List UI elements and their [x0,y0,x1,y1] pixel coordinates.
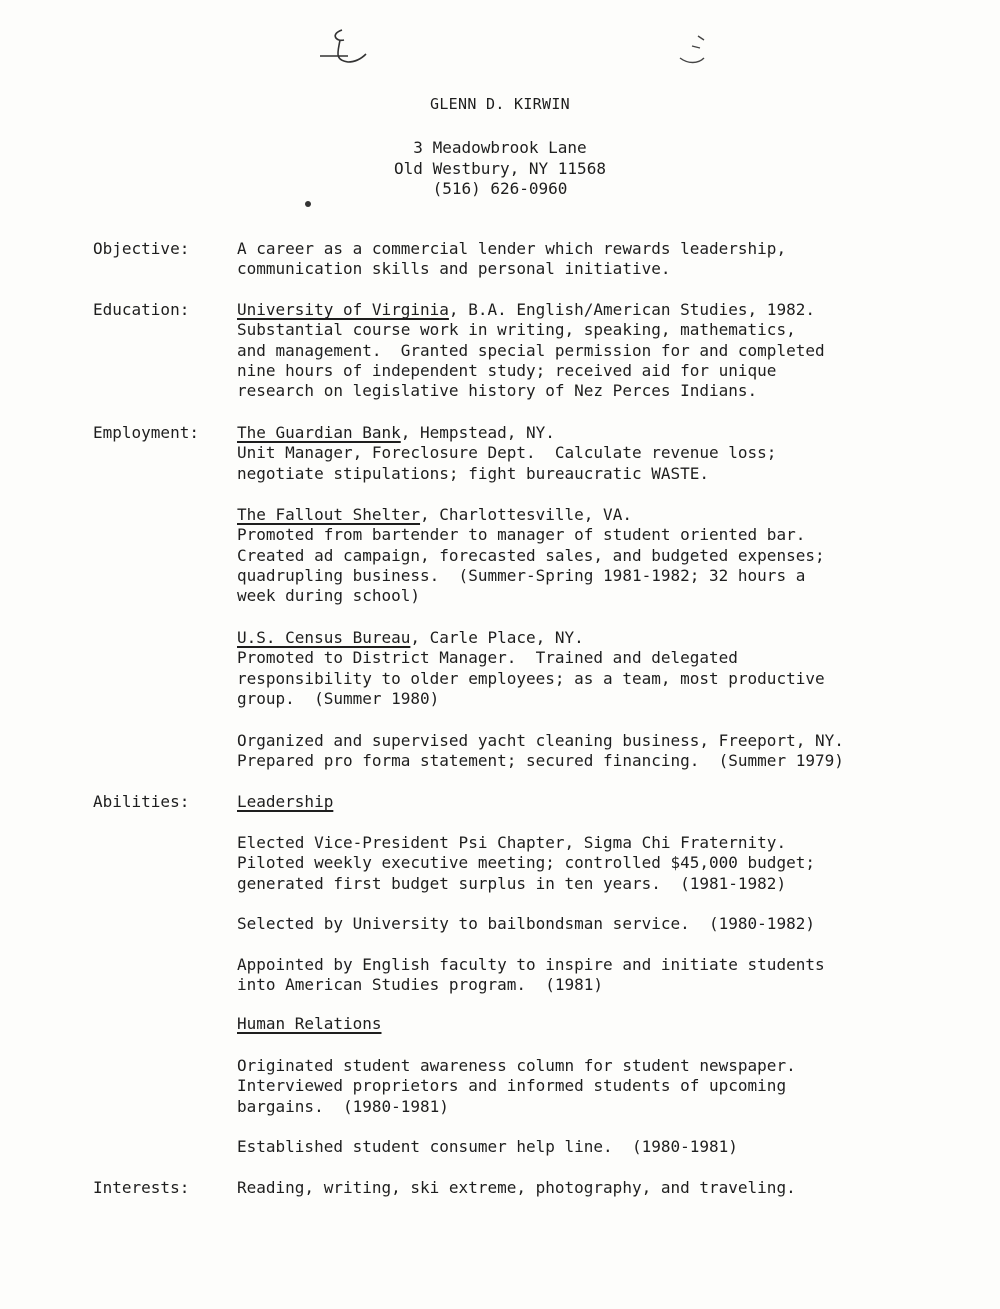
interests-text: Reading, writing, ski extreme, photography, and traveling. [237,1178,796,1197]
phone-line: (516) 626-0960 [432,179,568,198]
employer-name: The Fallout Shelter [237,505,421,524]
employment-entry: The Guardian Bank, Hempstead, NY. Unit Manager, Foreclosure Dept. Calculate revenue loss; negotiate stipulations; fight bureaucratic WASTE. [237,423,777,483]
employment-label: Employment: [93,423,199,442]
human-relations-heading: Human Relations [237,1014,382,1033]
resume-page: GLENN D. KIRWIN 3 Meadowbrook Lane Old Westbury, NY 11568 (516) 626-0960 Objective: A career as a commercial lender which rewards leadership, communication skills and personal initiative. Education: University of Virginia, B.A. English/American Studies, 1982. Substantial course work in writing, speaking, mathematics, and management. Granted special permission for and completed nine hours of independent study; received aid for unique research on legislative history of Nez Perces Indians. Employment: The Guardian Bank, Hempstead, NY. Unit Manager, Foreclosure Dept. Calculate revenue loss; negotiate stipulations; fight bureaucratic WASTE. The Fallout Shelter, Charlottesville, VA. Promoted from bartender to manager of student oriented bar. Created ad campaign, forecasted sales, and budgeted expenses; quadrupling business. (Summer-Spring 1981-1982; 32 hours a week during school) U.S. Census Bureau, Carle Place, NY. Promoted to District Manager. Trained and delegated responsibility to older employees; as a team, most productive group. (Summer 1980) Organized and supervised yacht cleaning business, Freeport, NY. Prepared pro forma statement; secured financing. (Summer 1979) Abilities: Leadership Elected Vice-President Psi Chapter, Sigma Chi Fraternity. Piloted weekly executive meeting; controlled $45,000 budget; generated first budget surplus in ten years. (1981-1982) Selected by University to bailbondsman service. (1980-1982) Appointed by English faculty to inspire and initiate students into American Studies program. (1981) Human Relations Originated student awareness column for student newspaper. Interviewed proprietors and informed students of upcoming bargains. (1980-1981) Established student consumer help line. (1980-1981) Interests: Reading, writing, ski extreme, photography, and traveling. [0,0,1000,1309]
leadership-heading: Leadership [237,792,334,811]
employer-name: U.S. Census Bureau [237,628,411,647]
resume-name: GLENN D. KIRWIN [430,95,570,113]
employer-name: The Guardian Bank [237,423,401,442]
city-line: Old Westbury, NY 11568 [394,158,606,178]
objective-label: Objective: [93,239,190,258]
abilities-label: Abilities: [93,792,190,811]
objective-text: A career as a commercial lender which rewards leadership, communication skills and personal initiative. [237,239,787,279]
street-line: 3 Meadowbrook Lane [413,138,587,157]
education-label: Education: [93,300,190,319]
scan-smudge-mark [300,20,390,75]
contact-address [0,138,1000,200]
interests-label: Interests: [93,1178,190,1197]
scan-smudge-mark [670,24,720,74]
education-text: University of Virginia, B.A. English/American Studies, 1982. Substantial course work in writing, speaking, mathematics, and management. Granted special permission for and completed nine hours of independent study; received aid for unique research on legislative history of Nez Perces Indians. [237,300,825,401]
school-name: University of Virginia [237,300,449,319]
